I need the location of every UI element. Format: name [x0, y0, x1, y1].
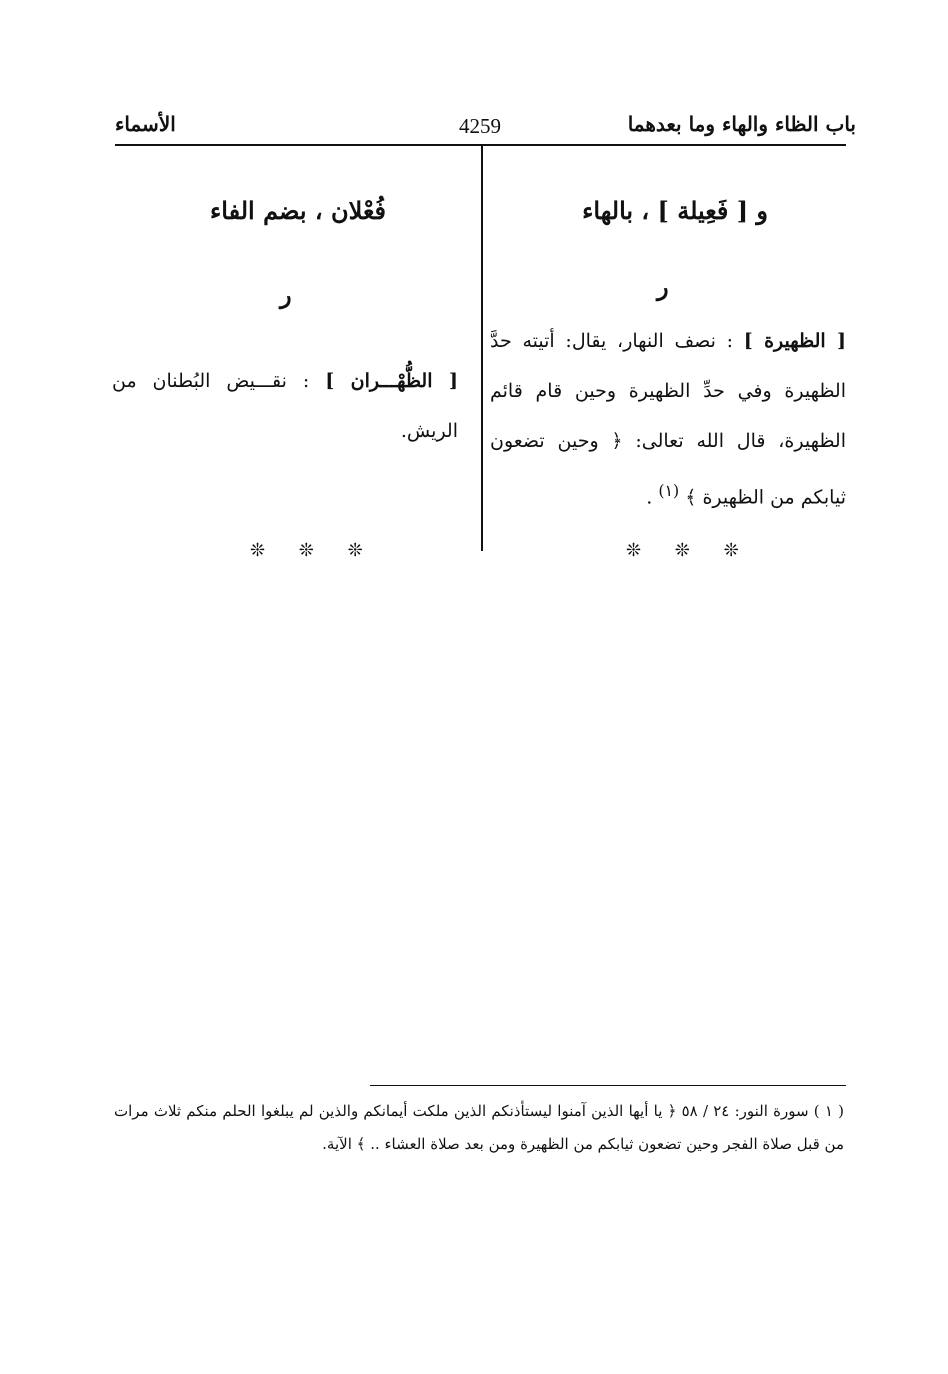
- right-column-heading: و [ فَعِيلة ] ، بالهاء: [582, 196, 768, 225]
- footnote-rule: [370, 1085, 846, 1086]
- page-number: 4259: [459, 114, 501, 138]
- left-column-heading: فُعْلان ، بضم الفاء: [210, 196, 386, 225]
- entry-end: .: [646, 486, 653, 509]
- entry-text: : نصف النهار، يقال: أتيته حدَّ الظهيرة وفي حدِّ الظهيرة وحين قام قائم الظهيرة، قال الله تعالى: ﴿ وحين تضعون ثيابكم من الظهيرة ﴾: [490, 330, 846, 509]
- section-title: الأسماء: [115, 112, 176, 136]
- footnote-ref: (١): [658, 481, 680, 500]
- chapter-title: باب الظاء والهاء وما بعدهما: [627, 112, 856, 136]
- left-column-letter: ر: [280, 280, 292, 309]
- column-divider: [481, 146, 483, 551]
- right-column-letter: ر: [657, 272, 669, 301]
- entry-term: [ الظُّهْـــران ]: [325, 370, 458, 392]
- entry-term: [ الظهيرة ]: [743, 330, 846, 352]
- right-column-separator: ❊ ❊ ❊: [626, 540, 753, 561]
- left-column-separator: ❊ ❊ ❊: [250, 540, 377, 561]
- left-column-entry: [112, 356, 458, 456]
- footnote: ( ١ ) سورة النور: ٢٤ / ٥٨ ﴿ يا أيها الذين آمنوا ليستأذنكم الذين ملكت أيمانكم والذين لم يبلغوا الحلم منكم ثلاث مرات من قبل صلاة الفجر وحين تضعون ثيابكم من الظهيرة ومن بعد صلاة العشاء .. ﴾ الآية.: [114, 1102, 844, 1153]
- right-column-entry: [490, 316, 846, 522]
- entry-text: : نقـــيض البُطنان من الريش.: [112, 370, 458, 442]
